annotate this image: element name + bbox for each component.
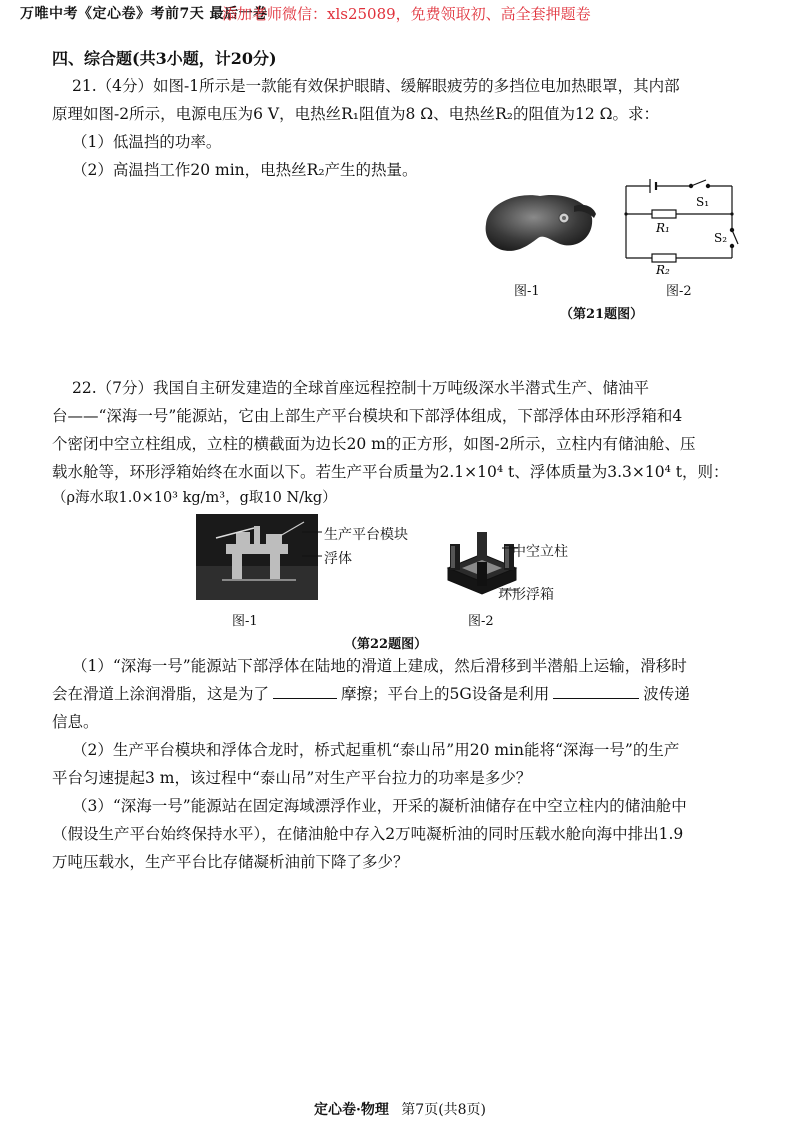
- q21-fig2-label: 图-2: [666, 284, 692, 299]
- q22-sub1-b: 会在滑道上涂润滑脂，这是为了: [52, 685, 270, 703]
- q22-sub1-a: （1）“深海一号”能源站下部浮体在陆地的滑道上建成，然后滑移到半潜船上运输，滑移时: [72, 657, 687, 675]
- q21-fig1-label: 图-1: [514, 284, 540, 299]
- circuit-label-r2: R₂: [656, 263, 670, 276]
- q22-line3: 个密闭中空立柱组成，立柱的横截面为边长20 m的正方形，如图-2所示，立柱内有储油舱、压: [52, 435, 696, 453]
- footer-brand: 定心卷·物理: [313, 1102, 389, 1118]
- footer-page-number: 第7页(共8页): [401, 1102, 487, 1118]
- q22-caption: （第22题图）: [344, 637, 428, 652]
- watermark: 添加老师微信：xls25089，免费领取初、高全套押题卷: [222, 5, 591, 23]
- q21-sub1: （1）低温挡的功率。: [72, 133, 222, 151]
- circuit-label-r1: R₁: [656, 221, 670, 235]
- q22-sub1-line2: [52, 680, 690, 708]
- platform-pointer-lines: [300, 526, 324, 566]
- q21-line1: 21.（4分）如图-1所示是一款能有效保护眼睛、缓解眼疲劳的多挡位电加热眼罩，其内部: [72, 77, 680, 95]
- label-ring-pontoon: 环形浮箱: [498, 587, 554, 603]
- section-title: 四、综合题(共3小题，计20分): [52, 49, 277, 68]
- q22-sub3-b: （假设生产平台始终保持水平），在储油舱中存入2万吨凝析油的同时压载水舱向海中排出1.9: [52, 825, 684, 843]
- circuit-label-s2: S₂: [714, 231, 728, 245]
- q22-sub3-c: 万吨压载水，生产平台比存储凝析油前下降了多少？: [52, 853, 409, 871]
- q22-line1: 22.（7分）我国自主研发建造的全球首座远程控制十万吨级深水半潜式生产、储油平: [72, 379, 650, 397]
- q21-caption: （第21题图）: [560, 307, 644, 322]
- circuit-diagram: [618, 176, 743, 276]
- label-float-body: 浮体: [324, 551, 352, 567]
- q22-sub2-b: 平台匀速提起3 m，该过程中“泰山吊”对生产平台拉力的功率是多少？: [52, 769, 532, 787]
- answer-blank-2[interactable]: [553, 682, 639, 699]
- q22-fig2-label: 图-2: [468, 614, 494, 629]
- page-footer: [0, 1099, 800, 1119]
- eye-mask-image: [478, 184, 598, 270]
- answer-blank-1[interactable]: [273, 682, 337, 699]
- q22-fig1-label: 图-1: [232, 614, 258, 629]
- q22-sub1-d: 波传递: [643, 685, 690, 703]
- q22-sub3-a: （3）“深海一号”能源站在固定海域漂浮作业，开采的凝析油储存在中空立柱内的储油舱中: [72, 797, 687, 815]
- label-production-module: 生产平台模块: [324, 527, 408, 543]
- circuit-label-s1: S₁: [696, 195, 710, 209]
- q22-line5: （ρ海水取1.0×10³ kg/m³，g取10 N/kg）: [52, 490, 337, 506]
- q22-line4: 载水舱等，环形浮箱始终在水面以下。若生产平台质量为2.1×10⁴ t、浮体质量为3.3×10⁴ t，则：: [52, 463, 729, 481]
- q22-line2: 台——“深海一号”能源站，它由上部生产平台模块和下部浮体组成，下部浮体由环形浮箱和4: [52, 407, 683, 425]
- q22-sub1-c: 摩擦；平台上的5G设备是利用: [341, 685, 550, 703]
- label-hollow-column: 中空立柱: [512, 544, 568, 560]
- q22-sub2-a: （2）生产平台模块和浮体合龙时，桥式起重机“泰山吊”用20 min能将“深海一号”的生产: [72, 741, 680, 759]
- header-title: 万唯中考《定心卷》考前7天 最后一卷: [20, 6, 268, 22]
- q21-sub2: （2）高温挡工作20 min，电热丝R₂产生的热量。: [72, 161, 418, 179]
- q21-line2: 原理如图-2所示，电源电压为6 V，电热丝R₁阻值为8 Ω、电热丝R₂的阻值为12 Ω。求：: [52, 105, 659, 123]
- q22-sub1-e: 信息。: [52, 713, 99, 731]
